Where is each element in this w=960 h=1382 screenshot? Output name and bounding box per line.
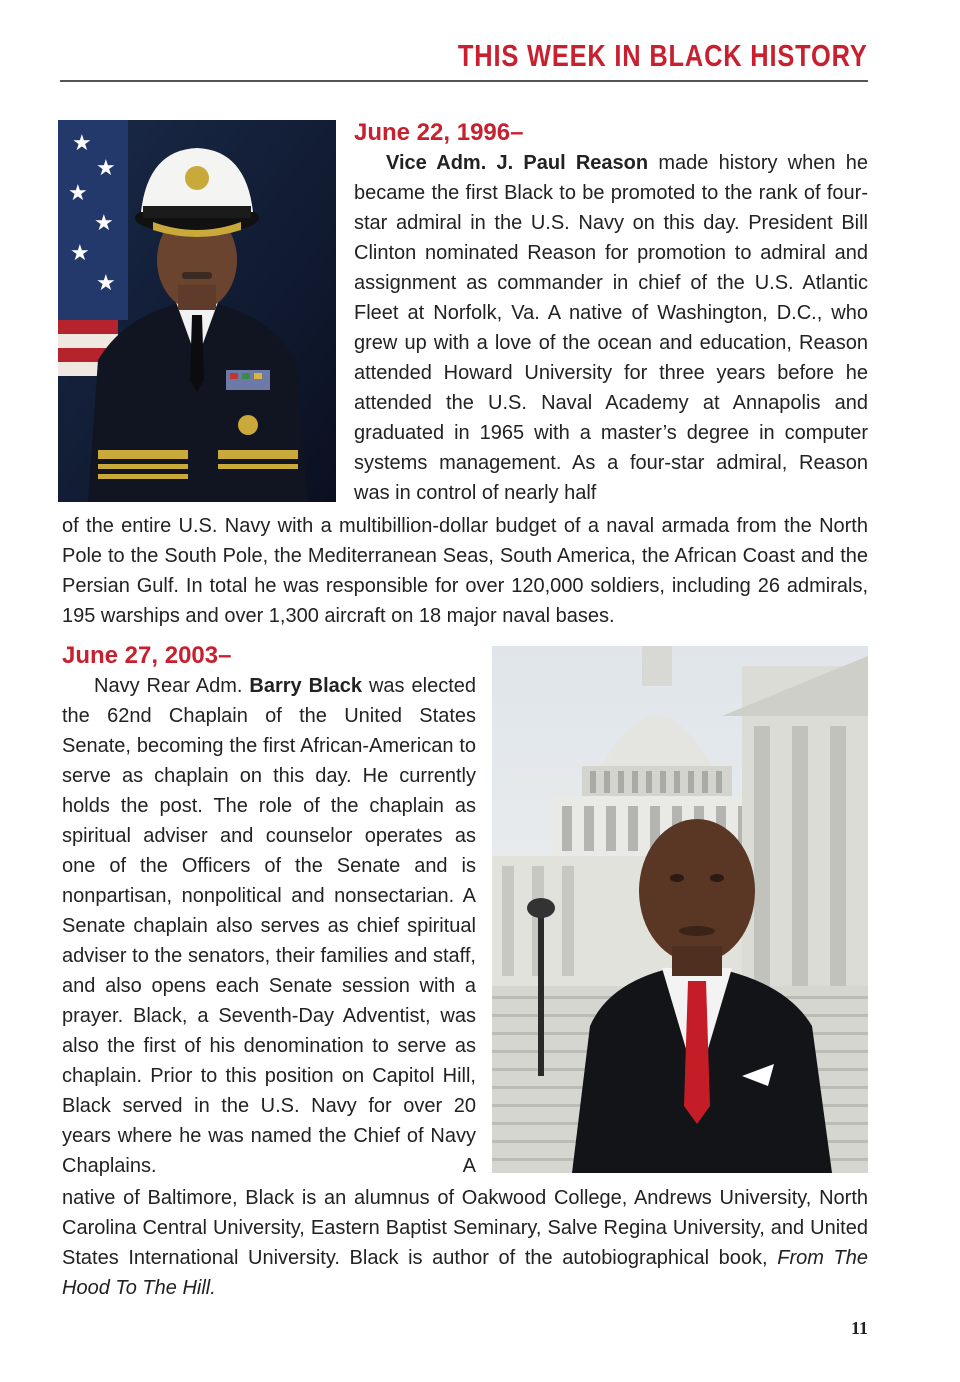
entry2-full-width — [62, 1183, 868, 1303]
svg-text:★: ★ — [70, 241, 90, 266]
entry2-side-text: was elected the 62nd Chaplain of the United States Senate, becoming the first African-American to serve as chaplain on this day. He currently holds the post. The role of the chaplain as spiritual adviser and counselor operates as one of the Officers of the Senate and is nonpartisan, nonpolitical and nonsectarian. A Senate chaplain also serves as chief spiritual adviser to the senators, their families and staff, and also opens each Senate session with a prayer. Black, a Seventh-Day Adventist, was also the first of his denomination to serve as chaplain. Prior to this position on Capitol Hill, Black served in the U.S. Navy for over 20 years where he was named the Chief of Navy Chaplains. A — [62, 675, 476, 1177]
header-rule — [60, 80, 868, 82]
page-number: 11 — [850, 1318, 868, 1338]
entry2-full-paragraph — [62, 1183, 868, 1303]
svg-text:★: ★ — [68, 181, 88, 206]
chaplain-capitol-photo — [492, 646, 868, 1173]
entry1-full-text: of the entire U.S. Navy with a multibillion-dollar budget of a naval armada from the North Pole to the South Pole, the Mediterranean Seas, South America, the African Coast and the Persian Gulf. In total he was responsible for over 120,000 soldiers, including 26 admirals, 195 warships and over 1,300 aircraft on 18 major naval bases. — [62, 515, 868, 627]
entry1-side-paragraph — [354, 148, 868, 508]
entry1-full-width — [62, 511, 868, 631]
entry2-side-column — [62, 641, 476, 1181]
entry2-side-paragraph — [62, 671, 476, 1181]
svg-text:★: ★ — [96, 271, 116, 296]
svg-text:★: ★ — [72, 131, 92, 156]
entry1-side-text: made history when he became the first Black to be promoted to the rank of four-star admiral in the U.S. Navy on this day. President Bill Clinton nominated Reason for promotion to admiral and assignment as commander in chief of the U.S. Atlantic Fleet at Norfolk, Va. A native of Washington, D.C., who grew up with a love of the ocean and education, Reason attended Howard University for three years before he attended the U.S. Naval Academy at Annapolis and graduated in 1965 with a master’s degree in computer systems management. As a four-star admiral, Reason was in control of nearly half — [354, 152, 868, 504]
entry2-date: June 27, 2003– — [62, 642, 232, 669]
entry1-name: Vice Adm. J. Paul Reason — [386, 152, 649, 174]
entry1-side-column — [354, 118, 868, 508]
svg-text:★: ★ — [96, 156, 116, 181]
entry1-date: June 22, 1996– — [354, 119, 524, 146]
svg-text:★: ★ — [94, 211, 114, 236]
entry2-prefix: Navy Rear Adm. — [94, 675, 250, 697]
admiral-portrait-photo — [58, 120, 336, 502]
running-header-title: THIS WEEK IN BLACK HISTORY — [458, 38, 868, 73]
entry2-name: Barry Black — [249, 675, 362, 697]
entry2-full-text: native of Baltimore, Black is an alumnus of Oakwood College, Andrews University, North Carolina Central University, Eastern Baptist Seminary, Salve Regina University, and United States International University. Black is author of the autobiographical book, — [62, 1187, 868, 1269]
entry2-book-title: From The Hood To The Hill. — [62, 1247, 868, 1299]
